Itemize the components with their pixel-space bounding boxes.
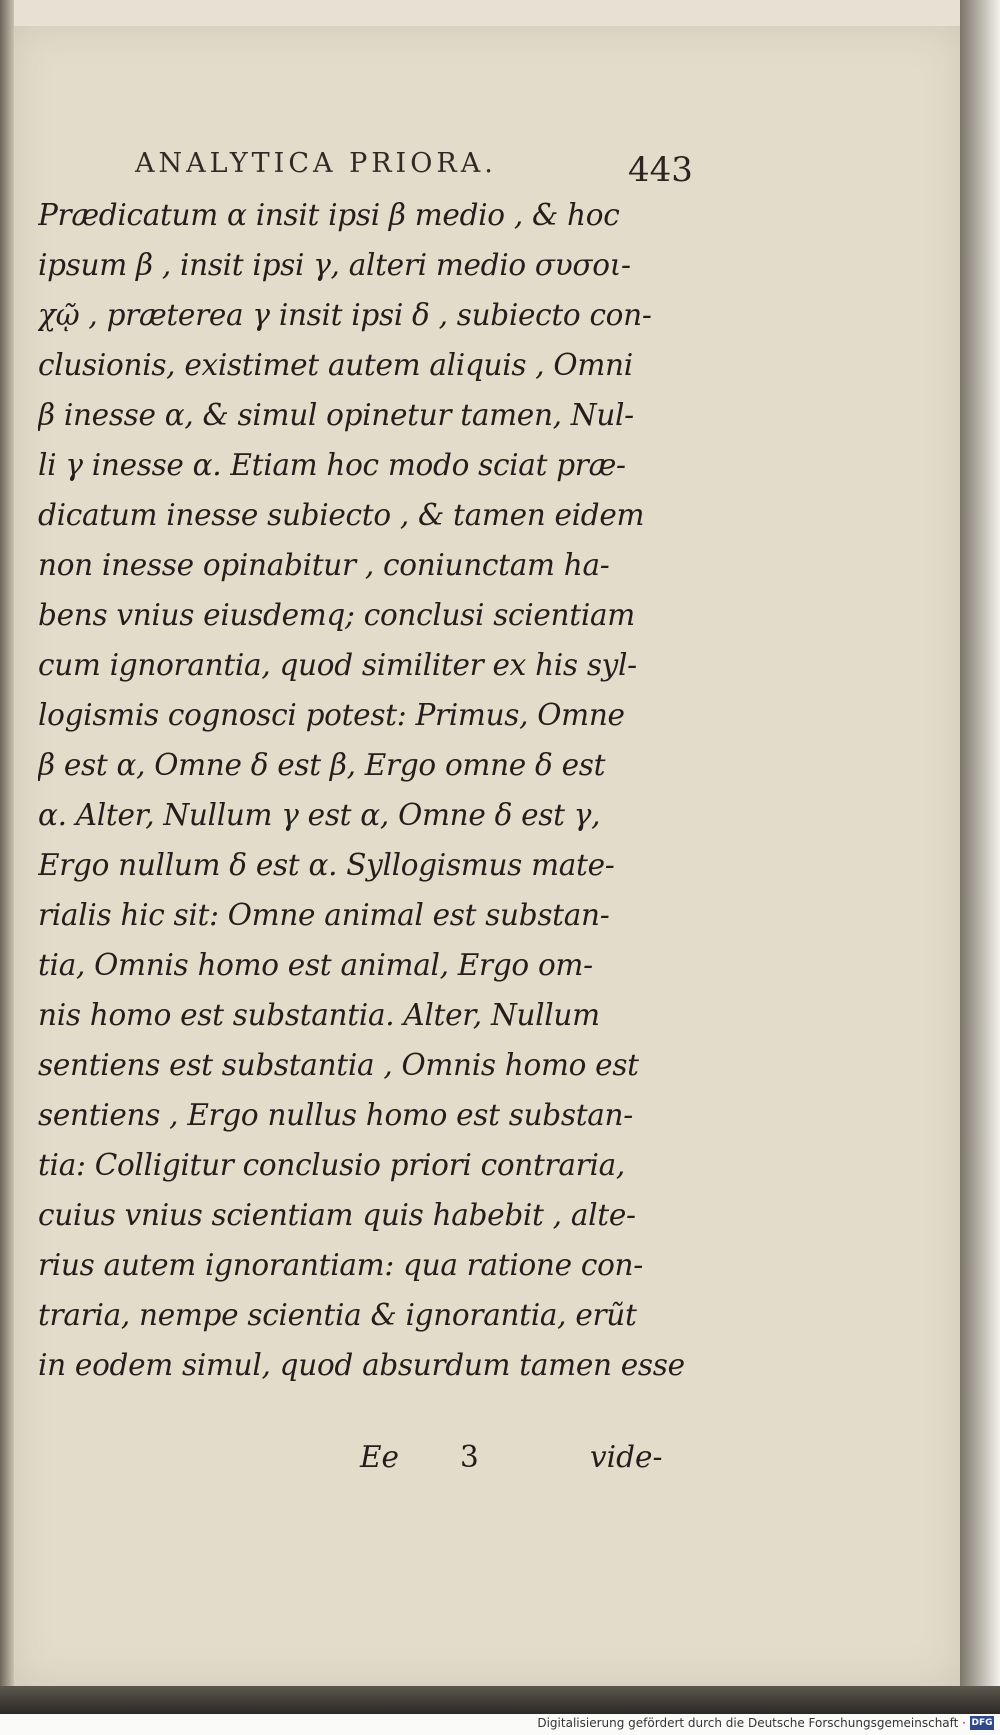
text-line: logismis cognosci potest: Primus, Omne [38, 698, 625, 732]
text-line: ipsum β , insit ipsi γ, alteri medio συσοι- [38, 248, 631, 282]
text-line: in eodem simul, quod absurdum tamen esse [38, 1348, 685, 1382]
text-line: tia, Omnis homo est animal, Ergo om- [38, 948, 593, 982]
signature-mark: Ee [360, 1440, 399, 1474]
text-line: bens vnius eiusdemq; conclusi scientiam [38, 598, 635, 632]
text-line: β est α, Omne δ est β, Ergo omne δ est [38, 748, 606, 782]
page-right-edge [960, 0, 1000, 1735]
text-line: rius autem ignorantiam: qua ratione con- [38, 1248, 643, 1282]
digitization-credit: Digitalisierung gefördert durch die Deutsche Forschungsgemeinschaft · [537, 1716, 966, 1730]
text-line: rialis hic sit: Omne animal est substan- [38, 898, 610, 932]
signature-number: 3 [460, 1440, 479, 1474]
text-line: tia: Colligitur conclusio priori contraria, [38, 1148, 625, 1182]
page-number: 443 [628, 150, 693, 190]
text-line: α. Alter, Nullum γ est α, Omne δ est γ, [38, 798, 601, 832]
text-line: clusionis, existimet autem aliquis , Omni [38, 348, 633, 382]
book-gutter-edge [0, 0, 14, 1735]
text-line: Prædicatum α insit ipsi β medio , & hoc [38, 198, 620, 232]
text-line: sentiens est substantia , Omnis homo est [38, 1048, 639, 1082]
catchword: vide- [590, 1440, 663, 1474]
text-line: β inesse α, & simul opinetur tamen, Nul- [38, 398, 634, 432]
text-line: traria, nempe scientia & ignorantia, erũt [38, 1298, 637, 1332]
text-line: cuius vnius scientiam quis habebit , alte- [38, 1198, 636, 1232]
dfg-logo-icon: DFG [971, 1718, 993, 1728]
text-line: li γ inesse α. Etiam hoc modo sciat præ- [38, 448, 626, 482]
running-head: ANALYTICA PRIORA. [135, 148, 497, 179]
body-text [38, 190, 700, 1390]
text-line: dicatum inesse subiecto , & tamen eidem [38, 498, 645, 532]
text-line: sentiens , Ergo nullus homo est substan- [38, 1098, 633, 1132]
page-bottom-edge [0, 1686, 1000, 1714]
text-line: Ergo nullum δ est α. Syllogismus mate- [38, 848, 615, 882]
text-line: nis homo est substantia. Alter, Nullum [38, 998, 600, 1032]
text-line: χῷ , præterea γ insit ipsi δ , subiecto con- [38, 298, 652, 332]
text-line: non inesse opinabitur , coniunctam ha- [38, 548, 610, 582]
text-line: cum ignorantia, quod similiter ex his syl- [38, 648, 637, 682]
catchword-line [38, 1440, 700, 1490]
